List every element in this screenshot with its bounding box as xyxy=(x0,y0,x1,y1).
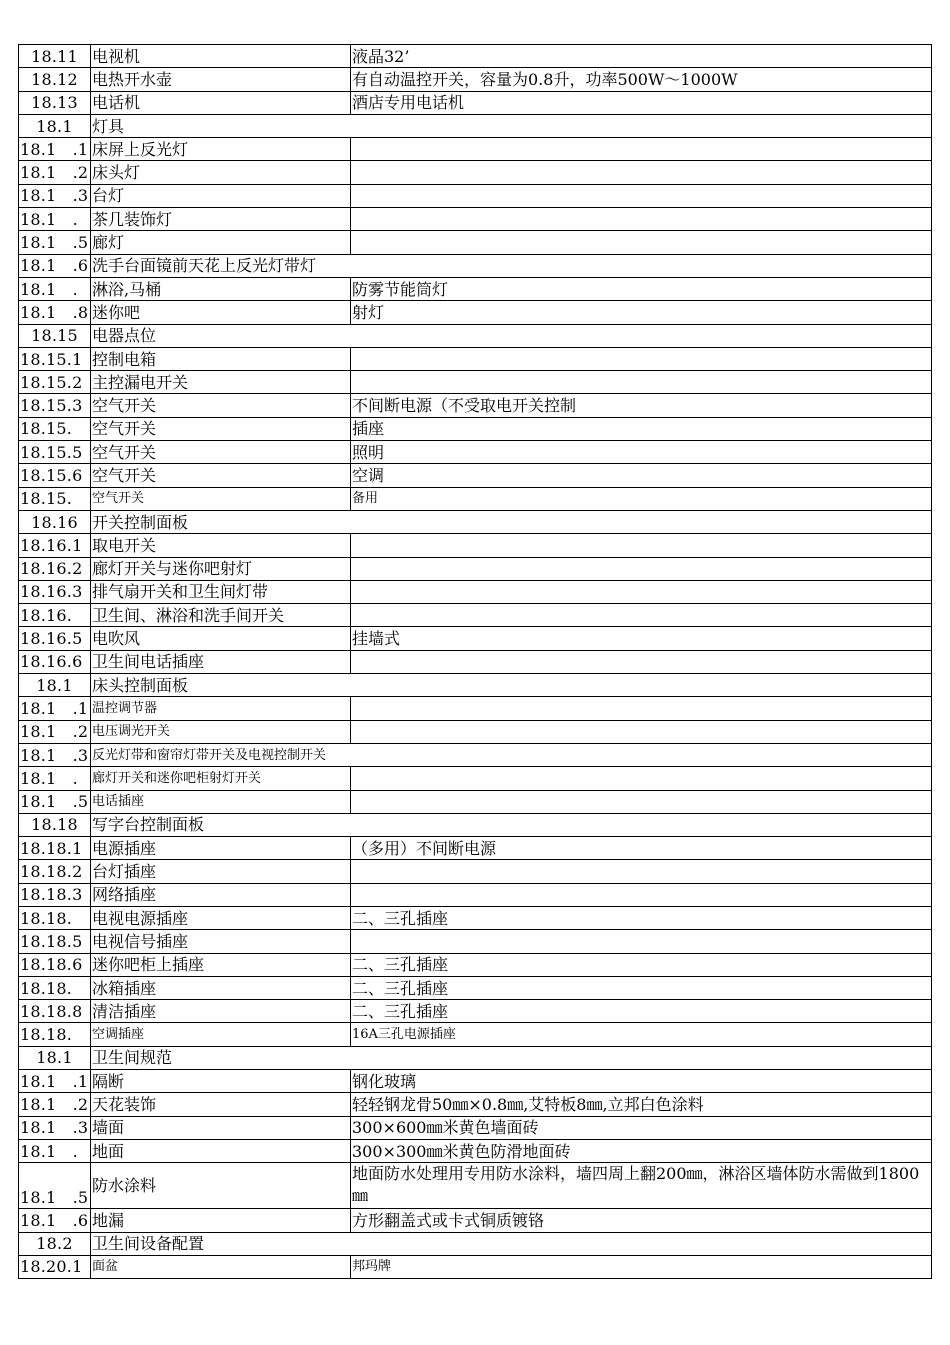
item-name: 电视电源插座 xyxy=(91,906,351,929)
table-row xyxy=(19,417,932,440)
item-name: 反光灯带和窗帘灯带开关及电视控制开关 xyxy=(91,743,351,766)
row-number: 18.15. xyxy=(19,487,91,510)
row-number: 18.1 .5 xyxy=(19,790,91,813)
item-spec: 二、三孔插座 xyxy=(351,976,932,999)
row-number: 18.1 .3 xyxy=(19,184,91,207)
item-spec xyxy=(351,883,932,906)
row-number: 18.13 xyxy=(19,91,91,114)
item-spec: （多用）不间断电源 xyxy=(351,837,932,860)
table-row xyxy=(19,580,932,603)
item-name: 控制电箱 xyxy=(91,347,351,370)
item-name: 地面 xyxy=(91,1139,351,1162)
item-name: 床头控制面板 xyxy=(91,674,351,697)
table-row xyxy=(19,953,932,976)
item-spec: 二、三孔插座 xyxy=(351,1000,932,1023)
row-number: 18.16.6 xyxy=(19,650,91,673)
item-spec: 300×600㎜米黄色墙面砖 xyxy=(351,1116,932,1139)
item-spec: 插座 xyxy=(351,417,932,440)
row-number: 18.1 .6 xyxy=(19,1209,91,1232)
table-row xyxy=(19,1000,932,1023)
item-spec: 液晶32’ xyxy=(351,45,932,68)
item-spec: 照明 xyxy=(351,441,932,464)
item-name: 地漏 xyxy=(91,1209,351,1232)
spec-table xyxy=(18,44,932,1279)
item-name: 电吹风 xyxy=(91,627,351,650)
row-number: 18.18.2 xyxy=(19,860,91,883)
row-number: 18.1 .1 xyxy=(19,1070,91,1093)
item-name: 灯具 xyxy=(91,114,351,137)
row-number: 18.1 .5 xyxy=(19,1163,91,1209)
item-spec xyxy=(351,557,932,580)
row-number: 18.18.8 xyxy=(19,1000,91,1023)
item-name: 墙面 xyxy=(91,1116,351,1139)
table-row xyxy=(19,767,932,790)
row-number: 18.1 xyxy=(19,674,91,697)
row-number: 18.11 xyxy=(19,45,91,68)
table-row xyxy=(19,790,932,813)
item-spec: 地面防水处理用专用防水涂料，墙四周上翻200㎜，淋浴区墙体防水需做到1800㎜ xyxy=(351,1163,932,1209)
item-spec xyxy=(351,254,932,277)
item-spec xyxy=(351,790,932,813)
item-name: 电视信号插座 xyxy=(91,930,351,953)
item-name: 卫生间设备配置 xyxy=(91,1232,351,1255)
table-row xyxy=(19,254,932,277)
item-name: 廊灯开关和迷你吧柜射灯开关 xyxy=(91,767,351,790)
item-name: 天花装饰 xyxy=(91,1093,351,1116)
item-name: 台灯 xyxy=(91,184,351,207)
row-number: 18.15. xyxy=(19,417,91,440)
row-number: 18.1 .2 xyxy=(19,161,91,184)
row-number: 18.1 .1 xyxy=(19,697,91,720)
item-name: 茶几装饰灯 xyxy=(91,208,351,231)
row-number: 18.15.1 xyxy=(19,347,91,370)
table-row xyxy=(19,720,932,743)
item-name: 迷你吧柜上插座 xyxy=(91,953,351,976)
item-spec: 射灯 xyxy=(351,301,932,324)
item-spec xyxy=(351,534,932,557)
table-row xyxy=(19,976,932,999)
table-row xyxy=(19,1046,932,1069)
row-number: 18.12 xyxy=(19,68,91,91)
table-row xyxy=(19,277,932,300)
item-spec xyxy=(351,184,932,207)
item-spec xyxy=(351,208,932,231)
item-name: 冰箱插座 xyxy=(91,976,351,999)
row-number: 18.20.1 xyxy=(19,1255,91,1278)
item-name: 隔断 xyxy=(91,1070,351,1093)
item-spec: 方形翻盖式或卡式铜质镀铬 xyxy=(351,1209,932,1232)
item-spec: 不间断电源（不受取电开关控制 xyxy=(351,394,932,417)
item-spec xyxy=(351,324,932,347)
row-number: 18.1 .2 xyxy=(19,720,91,743)
item-spec: 钢化玻璃 xyxy=(351,1070,932,1093)
row-number: 18.1 . xyxy=(19,767,91,790)
item-name: 写字台控制面板 xyxy=(91,813,351,836)
item-name: 取电开关 xyxy=(91,534,351,557)
item-name: 廊灯 xyxy=(91,231,351,254)
item-spec xyxy=(351,231,932,254)
table-row xyxy=(19,1023,932,1046)
item-name: 空调插座 xyxy=(91,1023,351,1046)
item-spec xyxy=(351,813,932,836)
row-number: 18.16. xyxy=(19,604,91,627)
item-name: 防水涂料 xyxy=(91,1163,351,1209)
item-spec xyxy=(351,767,932,790)
row-number: 18.18.1 xyxy=(19,837,91,860)
table-row xyxy=(19,114,932,137)
item-spec: 有自动温控开关，容量为0.8升，功率500W～1000W xyxy=(351,68,932,91)
item-spec xyxy=(351,510,932,533)
table-row xyxy=(19,860,932,883)
table-row xyxy=(19,813,932,836)
item-name: 排气扇开关和卫生间灯带 xyxy=(91,580,351,603)
item-name: 台灯插座 xyxy=(91,860,351,883)
row-number: 18.15.3 xyxy=(19,394,91,417)
row-number: 18.1 . xyxy=(19,208,91,231)
table-row xyxy=(19,1163,932,1209)
table-row xyxy=(19,68,932,91)
row-number: 18.16.2 xyxy=(19,557,91,580)
item-spec xyxy=(351,697,932,720)
table-row xyxy=(19,510,932,533)
item-name: 电话插座 xyxy=(91,790,351,813)
table-row xyxy=(19,557,932,580)
item-spec: 挂墙式 xyxy=(351,627,932,650)
table-row xyxy=(19,45,932,68)
item-name: 电热开水壶 xyxy=(91,68,351,91)
item-spec: 二、三孔插座 xyxy=(351,906,932,929)
table-row xyxy=(19,184,932,207)
item-spec: 300×300㎜米黄色防滑地面砖 xyxy=(351,1139,932,1162)
table-row xyxy=(19,1070,932,1093)
item-spec xyxy=(351,1232,932,1255)
table-row xyxy=(19,627,932,650)
table-row xyxy=(19,1139,932,1162)
spec-table-body xyxy=(19,45,932,1279)
table-row xyxy=(19,697,932,720)
row-number: 18.1 .1 xyxy=(19,138,91,161)
item-name: 空气开关 xyxy=(91,417,351,440)
item-spec: 防雾节能筒灯 xyxy=(351,277,932,300)
item-name: 空气开关 xyxy=(91,487,351,510)
item-name: 廊灯开关与迷你吧射灯 xyxy=(91,557,351,580)
item-name: 空气开关 xyxy=(91,464,351,487)
table-row xyxy=(19,604,932,627)
item-spec xyxy=(351,674,932,697)
item-name: 电器点位 xyxy=(91,324,351,347)
item-spec xyxy=(351,1046,932,1069)
table-row xyxy=(19,837,932,860)
item-name: 网络插座 xyxy=(91,883,351,906)
item-name: 淋浴,马桶 xyxy=(91,277,351,300)
item-spec xyxy=(351,604,932,627)
table-row xyxy=(19,301,932,324)
item-name: 洗手台面镜前天花上反光灯带灯 xyxy=(91,254,351,277)
row-number: 18.18.6 xyxy=(19,953,91,976)
row-number: 18.15 xyxy=(19,324,91,347)
item-spec xyxy=(351,930,932,953)
table-row xyxy=(19,1232,932,1255)
item-name: 卫生间规范 xyxy=(91,1046,351,1069)
item-spec xyxy=(351,720,932,743)
table-row xyxy=(19,1116,932,1139)
table-row xyxy=(19,1209,932,1232)
row-number: 18.15.5 xyxy=(19,441,91,464)
row-number: 18.18. xyxy=(19,976,91,999)
item-name: 电视机 xyxy=(91,45,351,68)
item-spec xyxy=(351,138,932,161)
item-name: 面盆 xyxy=(91,1255,351,1278)
table-row xyxy=(19,650,932,673)
table-row xyxy=(19,231,932,254)
item-name: 空气开关 xyxy=(91,441,351,464)
item-spec: 16A三孔电源插座 xyxy=(351,1023,932,1046)
item-spec xyxy=(351,114,932,137)
table-row xyxy=(19,1093,932,1116)
item-name: 电压调光开关 xyxy=(91,720,351,743)
table-row xyxy=(19,161,932,184)
table-row xyxy=(19,487,932,510)
row-number: 18.18. xyxy=(19,1023,91,1046)
item-name: 床头灯 xyxy=(91,161,351,184)
item-spec: 空调 xyxy=(351,464,932,487)
item-name: 电源插座 xyxy=(91,837,351,860)
item-name: 卫生间电话插座 xyxy=(91,650,351,673)
table-row xyxy=(19,464,932,487)
row-number: 18.18.5 xyxy=(19,930,91,953)
row-number: 18.1 . xyxy=(19,277,91,300)
item-name: 床屏上反光灯 xyxy=(91,138,351,161)
item-name: 开关控制面板 xyxy=(91,510,351,533)
item-name: 迷你吧 xyxy=(91,301,351,324)
table-row xyxy=(19,883,932,906)
item-name: 主控漏电开关 xyxy=(91,371,351,394)
item-spec: 轻轻钢龙骨50㎜×0.8㎜,艾特板8㎜,立邦白色涂料 xyxy=(351,1093,932,1116)
row-number: 18.1 .6 xyxy=(19,254,91,277)
row-number: 18.16.1 xyxy=(19,534,91,557)
item-spec: 酒店专用电话机 xyxy=(351,91,932,114)
row-number: 18.15.2 xyxy=(19,371,91,394)
row-number: 18.16.5 xyxy=(19,627,91,650)
row-number: 18.18. xyxy=(19,906,91,929)
table-row xyxy=(19,208,932,231)
row-number: 18.16 xyxy=(19,510,91,533)
row-number: 18.15.6 xyxy=(19,464,91,487)
table-row xyxy=(19,906,932,929)
table-row xyxy=(19,534,932,557)
table-row xyxy=(19,1255,932,1278)
row-number: 18.16.3 xyxy=(19,580,91,603)
row-number: 18.1 .3 xyxy=(19,743,91,766)
row-number: 18.1 xyxy=(19,1046,91,1069)
item-spec xyxy=(351,743,932,766)
item-spec xyxy=(351,650,932,673)
row-number: 18.1 .8 xyxy=(19,301,91,324)
table-row xyxy=(19,371,932,394)
item-spec xyxy=(351,860,932,883)
item-spec xyxy=(351,347,932,370)
row-number: 18.18.3 xyxy=(19,883,91,906)
row-number: 18.1 .2 xyxy=(19,1093,91,1116)
table-row xyxy=(19,743,932,766)
item-spec: 邦玛牌 xyxy=(351,1255,932,1278)
item-spec: 备用 xyxy=(351,487,932,510)
row-number: 18.2 xyxy=(19,1232,91,1255)
table-row xyxy=(19,347,932,370)
table-row xyxy=(19,394,932,417)
row-number: 18.1 .3 xyxy=(19,1116,91,1139)
item-spec xyxy=(351,371,932,394)
item-name: 卫生间、淋浴和洗手间开关 xyxy=(91,604,351,627)
item-spec: 二、三孔插座 xyxy=(351,953,932,976)
item-name: 电话机 xyxy=(91,91,351,114)
table-row xyxy=(19,441,932,464)
item-name: 温控调节器 xyxy=(91,697,351,720)
row-number: 18.18 xyxy=(19,813,91,836)
table-row xyxy=(19,138,932,161)
item-name: 空气开关 xyxy=(91,394,351,417)
row-number: 18.1 xyxy=(19,114,91,137)
table-row xyxy=(19,930,932,953)
item-spec xyxy=(351,580,932,603)
item-spec xyxy=(351,161,932,184)
table-row xyxy=(19,324,932,347)
row-number: 18.1 . xyxy=(19,1139,91,1162)
item-name: 清洁插座 xyxy=(91,1000,351,1023)
table-row xyxy=(19,91,932,114)
table-row xyxy=(19,674,932,697)
row-number: 18.1 .5 xyxy=(19,231,91,254)
